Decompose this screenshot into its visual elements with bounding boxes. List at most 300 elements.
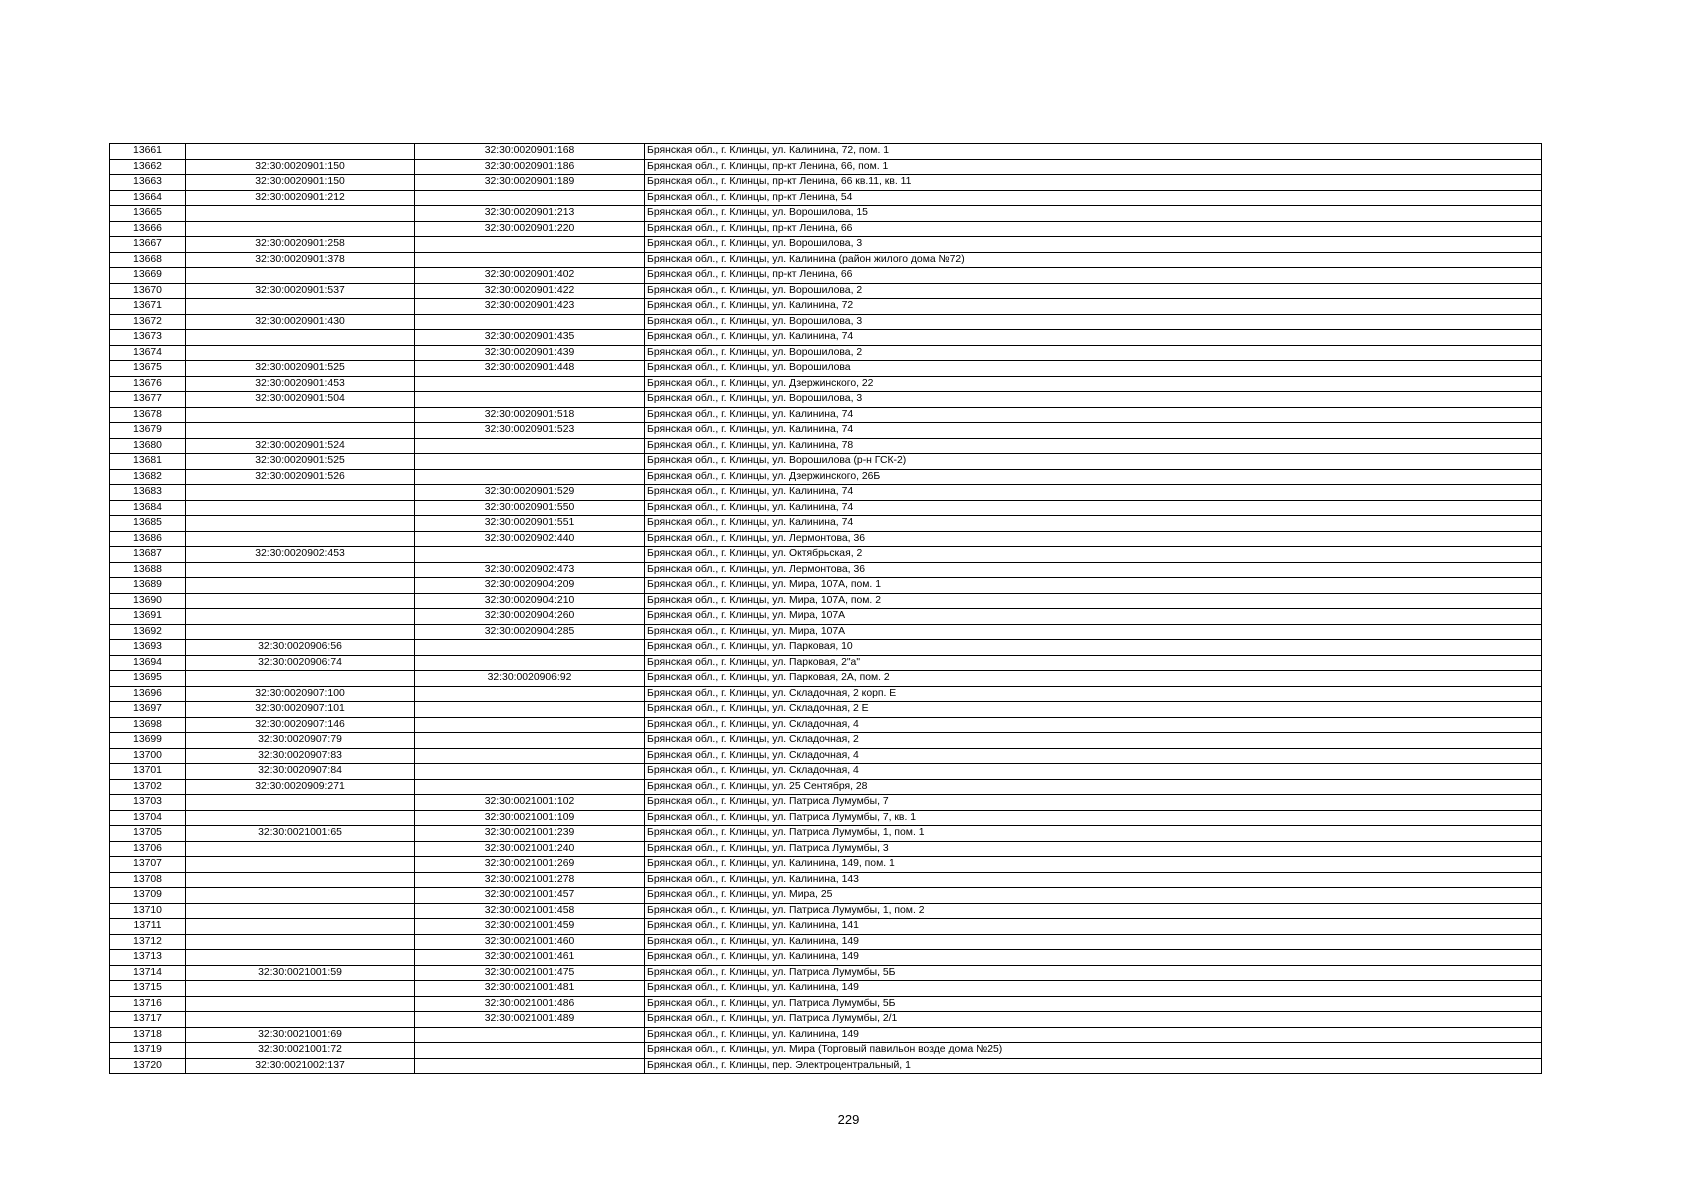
row-number-cell: 13707 — [110, 857, 186, 873]
row-number-cell: 13691 — [110, 609, 186, 625]
cadastral-number-cell — [186, 872, 415, 888]
object-cadastral-number-cell — [415, 237, 645, 253]
object-cadastral-number-cell: 32:30:0020902:440 — [415, 531, 645, 547]
row-number-cell: 13719 — [110, 1043, 186, 1059]
object-cadastral-number-cell — [415, 392, 645, 408]
address-cell: Брянская обл., г. Клинцы, ул. Парковая, 10 — [645, 640, 1542, 656]
table-row — [110, 438, 1542, 454]
cadastral-number-cell: 32:30:0020901:150 — [186, 175, 415, 191]
table-row — [110, 330, 1542, 346]
cadastral-number-cell: 32:30:0020901:525 — [186, 361, 415, 377]
cadastral-number-cell — [186, 934, 415, 950]
table-row — [110, 299, 1542, 315]
row-number-cell: 13720 — [110, 1058, 186, 1074]
row-number-cell: 13701 — [110, 764, 186, 780]
address-cell: Брянская обл., г. Клинцы, ул. Октябрьская, 2 — [645, 547, 1542, 563]
object-cadastral-number-cell: 32:30:0020901:186 — [415, 159, 645, 175]
table-row — [110, 593, 1542, 609]
row-number-cell: 13712 — [110, 934, 186, 950]
row-number-cell: 13698 — [110, 717, 186, 733]
address-cell: Брянская обл., г. Клинцы, ул. Калинина, 74 — [645, 423, 1542, 439]
table-row — [110, 795, 1542, 811]
address-cell: Брянская обл., г. Клинцы, ул. Складочная, 4 — [645, 748, 1542, 764]
object-cadastral-number-cell: 32:30:0020901:448 — [415, 361, 645, 377]
row-number-cell: 13711 — [110, 919, 186, 935]
table-row — [110, 1027, 1542, 1043]
object-cadastral-number-cell — [415, 717, 645, 733]
row-number-cell: 13718 — [110, 1027, 186, 1043]
cadastral-number-cell: 32:30:0020901:378 — [186, 252, 415, 268]
table-row — [110, 268, 1542, 284]
object-cadastral-number-cell — [415, 1043, 645, 1059]
cadastral-number-cell — [186, 981, 415, 997]
address-cell: Брянская обл., г. Клинцы, ул. Складочная, 4 — [645, 717, 1542, 733]
address-cell: Брянская обл., г. Клинцы, ул. Ворошилова, 3 — [645, 392, 1542, 408]
row-number-cell: 13695 — [110, 671, 186, 687]
object-cadastral-number-cell — [415, 547, 645, 563]
cadastral-number-cell: 32:30:0020901:258 — [186, 237, 415, 253]
object-cadastral-number-cell — [415, 779, 645, 795]
address-cell: Брянская обл., г. Клинцы, ул. Патриса Лумумбы, 7 — [645, 795, 1542, 811]
object-cadastral-number-cell: 32:30:0020901:422 — [415, 283, 645, 299]
table-row — [110, 469, 1542, 485]
row-number-cell: 13662 — [110, 159, 186, 175]
table-row — [110, 1058, 1542, 1074]
table-row — [110, 237, 1542, 253]
row-number-cell: 13685 — [110, 516, 186, 532]
row-number-cell: 13678 — [110, 407, 186, 423]
registry-table-body — [110, 144, 1542, 1074]
address-cell: Брянская обл., г. Клинцы, ул. Калинина, 143 — [645, 872, 1542, 888]
row-number-cell: 13697 — [110, 702, 186, 718]
cadastral-number-cell: 32:30:0020906:56 — [186, 640, 415, 656]
cadastral-number-cell: 32:30:0020907:79 — [186, 733, 415, 749]
row-number-cell: 13673 — [110, 330, 186, 346]
row-number-cell: 13693 — [110, 640, 186, 656]
row-number-cell: 13713 — [110, 950, 186, 966]
object-cadastral-number-cell: 32:30:0021001:458 — [415, 903, 645, 919]
table-row — [110, 981, 1542, 997]
table-row — [110, 392, 1542, 408]
table-row — [110, 733, 1542, 749]
row-number-cell: 13700 — [110, 748, 186, 764]
object-cadastral-number-cell: 32:30:0021001:461 — [415, 950, 645, 966]
address-cell: Брянская обл., г. Клинцы, ул. Ворошилова, 2 — [645, 283, 1542, 299]
table-row — [110, 934, 1542, 950]
cadastral-number-cell — [186, 857, 415, 873]
cadastral-number-cell: 32:30:0020907:146 — [186, 717, 415, 733]
cadastral-number-cell: 32:30:0021001:69 — [186, 1027, 415, 1043]
address-cell: Брянская обл., г. Клинцы, ул. Калинина, 72, пом. 1 — [645, 144, 1542, 160]
table-row — [110, 872, 1542, 888]
row-number-cell: 13672 — [110, 314, 186, 330]
address-cell: Брянская обл., г. Клинцы, ул. Дзержинского, 26Б — [645, 469, 1542, 485]
table-row — [110, 624, 1542, 640]
address-cell: Брянская обл., г. Клинцы, ул. Лермонтова, 36 — [645, 562, 1542, 578]
address-cell: Брянская обл., г. Клинцы, ул. Мира, 107А — [645, 624, 1542, 640]
address-cell: Брянская обл., г. Клинцы, ул. Калинина, 141 — [645, 919, 1542, 935]
address-cell: Брянская обл., г. Клинцы, ул. Ворошилова, 2 — [645, 345, 1542, 361]
row-number-cell: 13705 — [110, 826, 186, 842]
table-row — [110, 221, 1542, 237]
address-cell: Брянская обл., г. Клинцы, пр-кт Ленина, 54 — [645, 190, 1542, 206]
address-cell: Брянская обл., г. Клинцы, ул. Складочная, 4 — [645, 764, 1542, 780]
table-row — [110, 996, 1542, 1012]
row-number-cell: 13709 — [110, 888, 186, 904]
row-number-cell: 13671 — [110, 299, 186, 315]
address-cell: Брянская обл., г. Клинцы, ул. Патриса Лумумбы, 2/1 — [645, 1012, 1542, 1028]
object-cadastral-number-cell — [415, 1058, 645, 1074]
object-cadastral-number-cell: 32:30:0021001:489 — [415, 1012, 645, 1028]
cadastral-number-cell — [186, 810, 415, 826]
table-row — [110, 779, 1542, 795]
object-cadastral-number-cell: 32:30:0020901:518 — [415, 407, 645, 423]
object-cadastral-number-cell: 32:30:0021001:481 — [415, 981, 645, 997]
object-cadastral-number-cell: 32:30:0021001:486 — [415, 996, 645, 1012]
object-cadastral-number-cell — [415, 764, 645, 780]
address-cell: Брянская обл., г. Клинцы, ул. Мира, 25 — [645, 888, 1542, 904]
object-cadastral-number-cell: 32:30:0020901:529 — [415, 485, 645, 501]
object-cadastral-number-cell: 32:30:0021001:102 — [415, 795, 645, 811]
object-cadastral-number-cell — [415, 438, 645, 454]
cadastral-number-cell: 32:30:0020906:74 — [186, 655, 415, 671]
object-cadastral-number-cell — [415, 686, 645, 702]
object-cadastral-number-cell: 32:30:0020901:523 — [415, 423, 645, 439]
object-cadastral-number-cell: 32:30:0021001:269 — [415, 857, 645, 873]
cadastral-number-cell — [186, 221, 415, 237]
address-cell: Брянская обл., г. Клинцы, пр-кт Ленина, 66, пом. 1 — [645, 159, 1542, 175]
table-row — [110, 686, 1542, 702]
address-cell: Брянская обл., г. Клинцы, ул. Патриса Лумумбы, 5Б — [645, 965, 1542, 981]
object-cadastral-number-cell — [415, 733, 645, 749]
object-cadastral-number-cell: 32:30:0020901:439 — [415, 345, 645, 361]
table-row — [110, 423, 1542, 439]
table-row — [110, 826, 1542, 842]
cadastral-number-cell — [186, 919, 415, 935]
address-cell: Брянская обл., г. Клинцы, ул. Парковая, 2А, пом. 2 — [645, 671, 1542, 687]
cadastral-number-cell: 32:30:0020901:453 — [186, 376, 415, 392]
object-cadastral-number-cell: 32:30:0020901:551 — [415, 516, 645, 532]
cadastral-number-cell: 32:30:0020901:525 — [186, 454, 415, 470]
address-cell: Брянская обл., г. Клинцы, ул. Калинина, 72 — [645, 299, 1542, 315]
cadastral-number-cell — [186, 671, 415, 687]
address-cell: Брянская обл., г. Клинцы, ул. Калинина, 74 — [645, 485, 1542, 501]
cadastral-number-cell: 32:30:0020901:526 — [186, 469, 415, 485]
cadastral-number-cell — [186, 624, 415, 640]
object-cadastral-number-cell: 32:30:0020901:550 — [415, 500, 645, 516]
row-number-cell: 13706 — [110, 841, 186, 857]
cadastral-number-cell: 32:30:0020907:84 — [186, 764, 415, 780]
row-number-cell: 13674 — [110, 345, 186, 361]
cadastral-number-cell: 32:30:0020901:537 — [186, 283, 415, 299]
row-number-cell: 13702 — [110, 779, 186, 795]
table-row — [110, 1043, 1542, 1059]
cadastral-number-cell: 32:30:0020901:504 — [186, 392, 415, 408]
row-number-cell: 13704 — [110, 810, 186, 826]
object-cadastral-number-cell: 32:30:0021001:109 — [415, 810, 645, 826]
table-row — [110, 950, 1542, 966]
cadastral-number-cell — [186, 268, 415, 284]
address-cell: Брянская обл., г. Клинцы, ул. Ворошилова, 3 — [645, 314, 1542, 330]
row-number-cell: 13694 — [110, 655, 186, 671]
cadastral-number-cell — [186, 423, 415, 439]
row-number-cell: 13666 — [110, 221, 186, 237]
row-number-cell: 13661 — [110, 144, 186, 160]
table-row — [110, 531, 1542, 547]
row-number-cell: 13717 — [110, 1012, 186, 1028]
object-cadastral-number-cell: 32:30:0020904:260 — [415, 609, 645, 625]
cadastral-number-cell: 32:30:0020909:271 — [186, 779, 415, 795]
table-row — [110, 547, 1542, 563]
row-number-cell: 13670 — [110, 283, 186, 299]
object-cadastral-number-cell — [415, 702, 645, 718]
row-number-cell: 13664 — [110, 190, 186, 206]
page-number: 229 — [837, 1112, 860, 1127]
object-cadastral-number-cell: 32:30:0021001:240 — [415, 841, 645, 857]
object-cadastral-number-cell — [415, 454, 645, 470]
table-row — [110, 810, 1542, 826]
table-row — [110, 702, 1542, 718]
table-row — [110, 190, 1542, 206]
object-cadastral-number-cell — [415, 655, 645, 671]
row-number-cell: 13684 — [110, 500, 186, 516]
row-number-cell: 13681 — [110, 454, 186, 470]
address-cell: Брянская обл., г. Клинцы, пр-кт Ленина, 66 кв.11, кв. 11 — [645, 175, 1542, 191]
cadastral-number-cell: 32:30:0020901:150 — [186, 159, 415, 175]
row-number-cell: 13677 — [110, 392, 186, 408]
table-row — [110, 609, 1542, 625]
address-cell: Брянская обл., г. Клинцы, ул. Мира, 107А — [645, 609, 1542, 625]
object-cadastral-number-cell: 32:30:0020904:285 — [415, 624, 645, 640]
address-cell: Брянская обл., г. Клинцы, ул. Ворошилова (р-н ГСК-2) — [645, 454, 1542, 470]
address-cell: Брянская обл., г. Клинцы, ул. Патриса Лумумбы, 1, пом. 1 — [645, 826, 1542, 842]
object-cadastral-number-cell — [415, 748, 645, 764]
address-cell: Брянская обл., г. Клинцы, пр-кт Ленина, 66 — [645, 221, 1542, 237]
object-cadastral-number-cell: 32:30:0020901:402 — [415, 268, 645, 284]
object-cadastral-number-cell — [415, 190, 645, 206]
row-number-cell: 13692 — [110, 624, 186, 640]
row-number-cell: 13696 — [110, 686, 186, 702]
row-number-cell: 13667 — [110, 237, 186, 253]
address-cell: Брянская обл., г. Клинцы, ул. Калинина (район жилого дома №72) — [645, 252, 1542, 268]
cadastral-number-cell — [186, 795, 415, 811]
row-number-cell: 13686 — [110, 531, 186, 547]
object-cadastral-number-cell — [415, 1027, 645, 1043]
cadastral-number-cell — [186, 1012, 415, 1028]
address-cell: Брянская обл., г. Клинцы, пр-кт Ленина, 66 — [645, 268, 1542, 284]
table-row — [110, 903, 1542, 919]
table-row — [110, 857, 1542, 873]
cadastral-number-cell: 32:30:0020901:212 — [186, 190, 415, 206]
address-cell: Брянская обл., г. Клинцы, ул. Лермонтова, 36 — [645, 531, 1542, 547]
object-cadastral-number-cell — [415, 252, 645, 268]
object-cadastral-number-cell: 32:30:0020901:435 — [415, 330, 645, 346]
table-row — [110, 252, 1542, 268]
address-cell: Брянская обл., г. Клинцы, ул. Калинина, 74 — [645, 330, 1542, 346]
row-number-cell: 13682 — [110, 469, 186, 485]
table-row — [110, 888, 1542, 904]
row-number-cell: 13669 — [110, 268, 186, 284]
cadastral-number-cell — [186, 888, 415, 904]
row-number-cell: 13716 — [110, 996, 186, 1012]
address-cell: Брянская обл., г. Клинцы, ул. Патриса Лумумбы, 5Б — [645, 996, 1542, 1012]
table-row — [110, 717, 1542, 733]
object-cadastral-number-cell: 32:30:0020904:210 — [415, 593, 645, 609]
table-row — [110, 283, 1542, 299]
object-cadastral-number-cell: 32:30:0021001:460 — [415, 934, 645, 950]
cadastral-number-cell: 32:30:0020902:453 — [186, 547, 415, 563]
cadastral-number-cell — [186, 562, 415, 578]
row-number-cell: 13703 — [110, 795, 186, 811]
address-cell: Брянская обл., г. Клинцы, ул. Калинина, 149, пом. 1 — [645, 857, 1542, 873]
cadastral-number-cell: 32:30:0021001:59 — [186, 965, 415, 981]
address-cell: Брянская обл., г. Клинцы, ул. Складочная, 2 Е — [645, 702, 1542, 718]
object-cadastral-number-cell: 32:30:0020901:220 — [415, 221, 645, 237]
table-row — [110, 516, 1542, 532]
cadastral-number-cell — [186, 345, 415, 361]
cadastral-number-cell — [186, 593, 415, 609]
cadastral-number-cell — [186, 485, 415, 501]
address-cell: Брянская обл., г. Клинцы, ул. Мира, 107А, пом. 1 — [645, 578, 1542, 594]
row-number-cell: 13714 — [110, 965, 186, 981]
cadastral-number-cell — [186, 407, 415, 423]
row-number-cell: 13699 — [110, 733, 186, 749]
table-row — [110, 655, 1542, 671]
cadastral-number-cell: 32:30:0021002:137 — [186, 1058, 415, 1074]
cadastral-number-cell — [186, 299, 415, 315]
row-number-cell: 13710 — [110, 903, 186, 919]
table-row — [110, 454, 1542, 470]
table-row — [110, 965, 1542, 981]
row-number-cell: 13690 — [110, 593, 186, 609]
cadastral-number-cell — [186, 950, 415, 966]
address-cell: Брянская обл., г. Клинцы, пер. Электроцентральный, 1 — [645, 1058, 1542, 1074]
address-cell: Брянская обл., г. Клинцы, ул. Мира (Торговый павильон возде дома №25) — [645, 1043, 1542, 1059]
table-row — [110, 748, 1542, 764]
registry-table — [109, 143, 1542, 1074]
object-cadastral-number-cell: 32:30:0020901:423 — [415, 299, 645, 315]
object-cadastral-number-cell: 32:30:0021001:457 — [415, 888, 645, 904]
table-row — [110, 671, 1542, 687]
address-cell: Брянская обл., г. Клинцы, ул. Патриса Лумумбы, 7, кв. 1 — [645, 810, 1542, 826]
row-number-cell: 13675 — [110, 361, 186, 377]
object-cadastral-number-cell — [415, 640, 645, 656]
cadastral-number-cell — [186, 516, 415, 532]
cadastral-number-cell: 32:30:0020907:83 — [186, 748, 415, 764]
cadastral-number-cell — [186, 841, 415, 857]
row-number-cell: 13689 — [110, 578, 186, 594]
table-row — [110, 764, 1542, 780]
row-number-cell: 13679 — [110, 423, 186, 439]
address-cell: Брянская обл., г. Клинцы, ул. Парковая, 2"а" — [645, 655, 1542, 671]
row-number-cell: 13663 — [110, 175, 186, 191]
table-row — [110, 407, 1542, 423]
table-row — [110, 562, 1542, 578]
address-cell: Брянская обл., г. Клинцы, ул. Калинина, 74 — [645, 500, 1542, 516]
table-row — [110, 175, 1542, 191]
object-cadastral-number-cell: 32:30:0020904:209 — [415, 578, 645, 594]
address-cell: Брянская обл., г. Клинцы, ул. Патриса Лумумбы, 1, пом. 2 — [645, 903, 1542, 919]
cadastral-number-cell — [186, 500, 415, 516]
cadastral-number-cell: 32:30:0021001:65 — [186, 826, 415, 842]
cadastral-number-cell — [186, 609, 415, 625]
table-row — [110, 640, 1542, 656]
address-cell: Брянская обл., г. Клинцы, ул. Мира, 107А, пом. 2 — [645, 593, 1542, 609]
table-row — [110, 314, 1542, 330]
address-cell: Брянская обл., г. Клинцы, ул. Складочная, 2 — [645, 733, 1542, 749]
object-cadastral-number-cell: 32:30:0020901:189 — [415, 175, 645, 191]
object-cadastral-number-cell: 32:30:0020906:92 — [415, 671, 645, 687]
object-cadastral-number-cell: 32:30:0021001:475 — [415, 965, 645, 981]
cadastral-number-cell — [186, 330, 415, 346]
cadastral-number-cell — [186, 903, 415, 919]
address-cell: Брянская обл., г. Клинцы, ул. Ворошилова, 15 — [645, 206, 1542, 222]
row-number-cell: 13676 — [110, 376, 186, 392]
cadastral-number-cell — [186, 996, 415, 1012]
object-cadastral-number-cell: 32:30:0020902:473 — [415, 562, 645, 578]
object-cadastral-number-cell — [415, 469, 645, 485]
address-cell: Брянская обл., г. Клинцы, ул. Складочная, 2 корп. Е — [645, 686, 1542, 702]
table-row — [110, 376, 1542, 392]
cadastral-number-cell: 32:30:0021001:72 — [186, 1043, 415, 1059]
address-cell: Брянская обл., г. Клинцы, ул. Калинина, 74 — [645, 407, 1542, 423]
table-row — [110, 144, 1542, 160]
object-cadastral-number-cell: 32:30:0021001:239 — [415, 826, 645, 842]
address-cell: Брянская обл., г. Клинцы, ул. Калинина, 149 — [645, 1027, 1542, 1043]
object-cadastral-number-cell: 32:30:0021001:459 — [415, 919, 645, 935]
table-row — [110, 1012, 1542, 1028]
cadastral-number-cell — [186, 578, 415, 594]
row-number-cell: 13687 — [110, 547, 186, 563]
address-cell: Брянская обл., г. Клинцы, ул. Патриса Лумумбы, 3 — [645, 841, 1542, 857]
address-cell: Брянская обл., г. Клинцы, ул. Калинина, 78 — [645, 438, 1542, 454]
address-cell: Брянская обл., г. Клинцы, ул. Калинина, 149 — [645, 981, 1542, 997]
cadastral-number-cell: 32:30:0020907:101 — [186, 702, 415, 718]
table-row — [110, 485, 1542, 501]
row-number-cell: 13665 — [110, 206, 186, 222]
cadastral-number-cell: 32:30:0020907:100 — [186, 686, 415, 702]
address-cell: Брянская обл., г. Клинцы, ул. Ворошилова, 3 — [645, 237, 1542, 253]
row-number-cell: 13683 — [110, 485, 186, 501]
address-cell: Брянская обл., г. Клинцы, ул. Калинина, 149 — [645, 934, 1542, 950]
table-row — [110, 919, 1542, 935]
table-row — [110, 159, 1542, 175]
object-cadastral-number-cell: 32:30:0020901:213 — [415, 206, 645, 222]
object-cadastral-number-cell — [415, 314, 645, 330]
cadastral-number-cell — [186, 531, 415, 547]
row-number-cell: 13708 — [110, 872, 186, 888]
table-row — [110, 578, 1542, 594]
row-number-cell: 13715 — [110, 981, 186, 997]
cadastral-number-cell — [186, 206, 415, 222]
address-cell: Брянская обл., г. Клинцы, ул. Дзержинского, 22 — [645, 376, 1542, 392]
address-cell: Брянская обл., г. Клинцы, ул. Калинина, 74 — [645, 516, 1542, 532]
address-cell: Брянская обл., г. Клинцы, ул. Калинина, 149 — [645, 950, 1542, 966]
table-row — [110, 841, 1542, 857]
address-cell: Брянская обл., г. Клинцы, ул. 25 Сентября, 28 — [645, 779, 1542, 795]
table-row — [110, 206, 1542, 222]
object-cadastral-number-cell: 32:30:0020901:168 — [415, 144, 645, 160]
object-cadastral-number-cell: 32:30:0021001:278 — [415, 872, 645, 888]
object-cadastral-number-cell — [415, 376, 645, 392]
table-row — [110, 345, 1542, 361]
row-number-cell: 13688 — [110, 562, 186, 578]
cadastral-number-cell — [186, 144, 415, 160]
row-number-cell: 13668 — [110, 252, 186, 268]
table-row — [110, 500, 1542, 516]
cadastral-number-cell: 32:30:0020901:430 — [186, 314, 415, 330]
row-number-cell: 13680 — [110, 438, 186, 454]
